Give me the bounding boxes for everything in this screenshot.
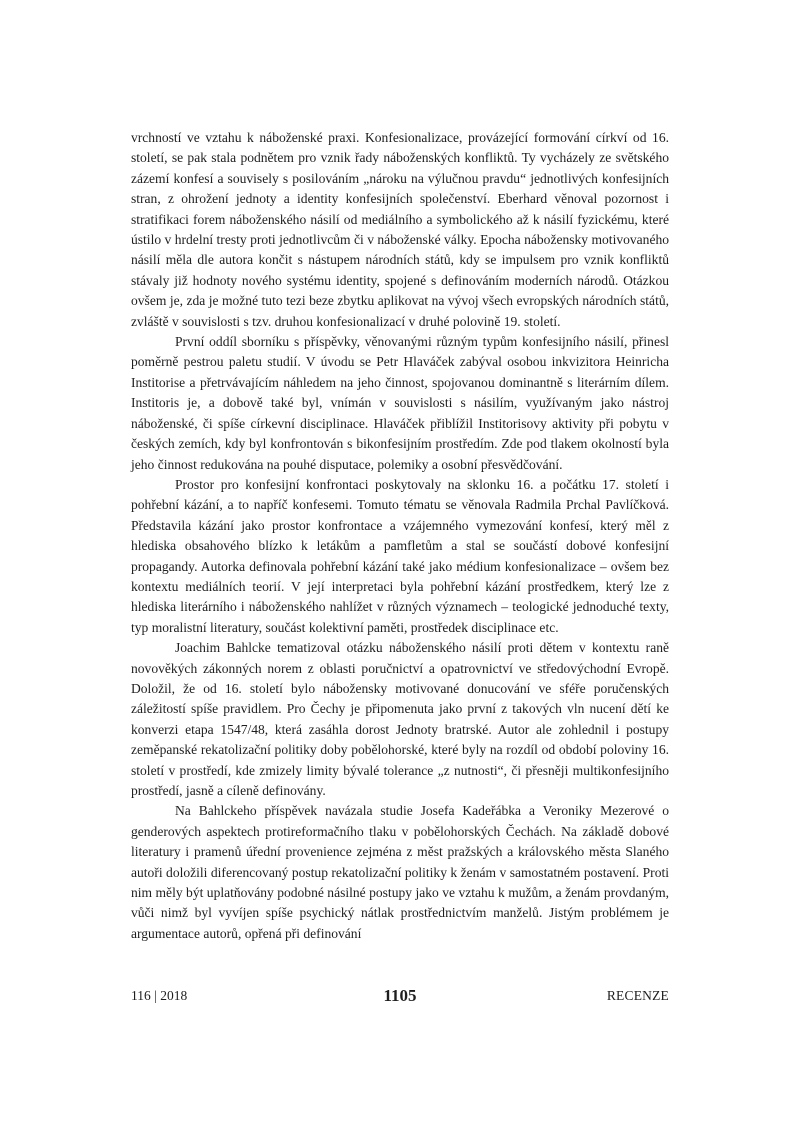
- paragraph-bahlcke: Joachim Bahlcke tematizoval otázku náboženského násilí proti dětem v kontextu raně novověkých zákonných norem z oblasti poručnictví a opatrovnictví ve středovýchodní Evropě. Doložil, že od 16. století bylo nábožensky motivované donucování ve sféře poručenských záležitostí spíše pravidlem. Pro Čechy je připomenuta jako první z takových vln nucení dětí ke konverzi etapa 1547/48, která zasáhla dorost Jednoty bratrské. Autor ale zohlednil i postupy zeměpanské rekatolizační politiky doby pobělohorské, které byly na rozdíl od období poloviny 16. století v prostředí, kde zmizely limity bývalé tolerance „z nutnosti“, či přesněji multikonfesijního prostředí, jasně a cíleně definovány.: [131, 640, 669, 798]
- page-number: 1105: [383, 986, 417, 1005]
- paragraph-pavlickova: Prostor pro konfesijní konfrontaci poskytovaly na sklonku 16. a počátku 17. století i pohřební kázání, a to napříč konfesemi. Tomuto tématu se věnovala Radmila Prchal Pavlíčková. Představila kázání jako prostor konfrontace a vzájemného vymezování konfesí, který měl z hlediska obsahového blízko k letákům a pamfletům a stal se součástí dobové konfesijní propagandy. Autorka definovala pohřební kázání také jako médium konfesionalizace – ovšem bez kontextu mediálních teorií. V její interpretaci byla pohřební kázání prostředkem, který lze z hlediska literárního i náboženského nahlížet v různých významech – teologické jednoduché texty, typ moralistní literatury, součást kolektivní paměti, prostředek disciplinace etc.: [131, 476, 669, 635]
- paragraph-continuation: vrchností ve vztahu k náboženské praxi. Konfesionalizace, provázející formování církví od 16. století, se pak stala podnětem pro vznik řady náboženských konfliktů. Ty vycházely ze světského zázemí konfesí a souvisely s posilováním „nároku na výlučnou pravdu“ jednotlivých konfesijních stran, z ohrožení jednoty a identity konfesijních společenství. Eberhard věnoval pozornost i stratifikaci forem náboženského násilí od mediálního a symbolického až k násilí fyzickému, které ústilo v hrdelní tresty proti jednotlivcům či v náboženské války. Epocha nábožensky motivovaného násilí měla dle autora končit s nástupem národních států, kdy se impulsem pro vznik konfliktů stávaly již hodnoty nového systému identity, spojené s definováním moderních národů. Otázkou ovšem je, zda je možné tuto tezi beze zbytku aplikovat na vývoj všech evropských národních států, zvláště v souvislosti s tzv. druhou konfesionalizací v druhé polovině 19. století.: [131, 130, 669, 329]
- paragraph-kaderabek-mezerova: Na Bahlckeho příspěvek navázala studie Josefa Kadeřábka a Veroniky Mezerové o genderových aspektech protireformačního tlaku v pobělohorských Čechách. Na základě dobové literatury i pramenů úřední provenience zejména z měst pražských a královského města Slaného autoři doložili diferencovaný postup rekatolizační politiky k ženám v samostatném postavení. Proti nim měly být uplatňovány podobné násilné postupy jako ve vztahu k mužům, a ženám provdaným, vůči nimž byl vyvíjen spíše psychický nátlak prostřednictvím manželů. Jistým problémem je argumentace autorů, opřená při definování: [131, 803, 669, 941]
- journal-volume-year: 116 | 2018: [131, 988, 188, 1003]
- section-label: RECENZE: [606, 988, 669, 1003]
- article-body: [131, 128, 669, 944]
- paragraph-hlavacek: První oddíl sborníku s příspěvky, věnovanými různým typům konfesijního násilí, přinesl poměrně pestrou paletu studií. V úvodu se Petr Hlaváček zabýval osobou inkvizitora Heinricha Institorise a přetrvávajícím náhledem na jeho činnost, spojovanou dominantně s literárním dílem. Institoris je, a dobově také byl, vnímán v souvislosti s násilím, využívaným jako nástroj náboženské, či spíše církevní disciplinace. Hlaváček přiblížil Institorisovy aktivity při pobytu v českých zemích, kdy byl konfrontován s bikonfesijním prostředím. Zde pod tlakem okolností byla jeho činnost redukována na pouhé disputace, polemiky a osobní přesvědčování.: [131, 334, 669, 472]
- page-footer: [131, 986, 669, 1008]
